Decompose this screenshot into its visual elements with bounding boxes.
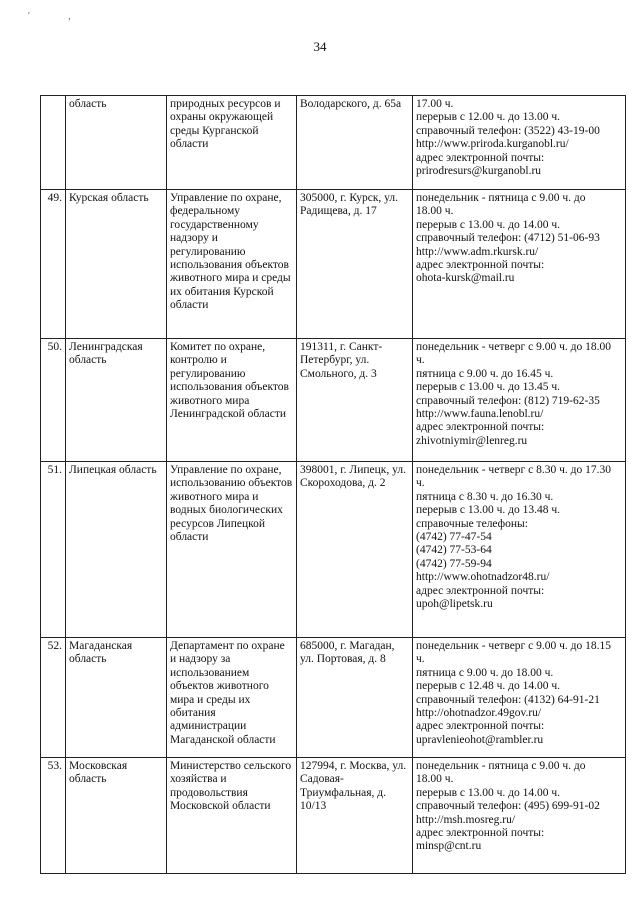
agency-address: 685000, г. Магадан, ул. Портовая, д. 8 [297, 638, 413, 758]
row-number: 50. [41, 339, 66, 462]
contact-line: (4742) 77-47-54 [416, 531, 492, 544]
page-number: 34 [313, 39, 327, 54]
table-row [41, 96, 626, 190]
contact-line: 18.00 ч. [416, 205, 454, 218]
contact-line: справочный телефон: (4132) 64-91-21 [416, 693, 600, 706]
agency-name: Управление по охране, федеральному государственному надзору и регулированию использования объектов животного мира и среды их обитания Курской области [167, 190, 297, 339]
agency-name: Управление по охране, использованию объектов животного мира и водных биологических ресурсов Липецкой области [167, 462, 297, 638]
agency-contacts [413, 339, 626, 462]
website-link[interactable]: http://ohotnadzor.49gov.ru/ [416, 707, 542, 720]
email-address[interactable]: ohota-kursk@mail.ru [416, 272, 515, 285]
email-address[interactable]: zhivotniymir@lenreg.ru [416, 434, 528, 447]
agency-address: 398001, г. Липецк, ул. Скороходова, д. 2 [297, 462, 413, 638]
agency-address: Володарского, д. 65а [297, 96, 413, 190]
region-name: область [66, 96, 167, 190]
contact-line: перерыв с 13.00 ч. до 13.45 ч. [416, 381, 561, 394]
agency-address: 191311, г. Санкт-Петербург, ул. Смольного, д. 3 [297, 339, 413, 462]
contact-line: справочный телефон: (812) 719-62-35 [416, 394, 600, 407]
contact-line: перерыв с 13.00 ч. до 13.48 ч. [416, 504, 561, 517]
agency-name: Комитет по охране, контролю и регулированию использования объектов животного мира Ленинградской области [167, 339, 297, 462]
row-number: 49. [41, 190, 66, 339]
email-address[interactable]: minsp@cnt.ru [416, 840, 482, 853]
contact-line: понедельник - пятница с 9.00 ч. до [416, 760, 586, 772]
agency-contacts [413, 758, 626, 874]
row-number [41, 96, 66, 190]
agency-contacts [413, 190, 626, 339]
contact-line: адрес электронной почты: [416, 259, 545, 272]
contact-line: перерыв с 12.48 ч. до 14.00 ч. [416, 680, 561, 693]
agency-contacts [413, 638, 626, 758]
agencies-table-body [41, 96, 626, 874]
contact-line: пятница с 9.00 ч. до 18.00 ч. [416, 666, 554, 679]
agency-address: 305000, г. Курск, ул. Радищева, д. 17 [297, 190, 413, 339]
row-number: 53. [41, 758, 66, 874]
table-row [41, 638, 626, 758]
website-link[interactable]: http://www.adm.rkursk.ru/ [416, 245, 539, 258]
contact-line: справочный телефон: (3522) 43-19-00 [416, 124, 600, 137]
agency-name: Министерство сельского хозяйства и продовольствия Московской области [167, 758, 297, 874]
table-row [41, 190, 626, 339]
website-link[interactable]: http://www.fauna.lenobl.ru/ [416, 408, 544, 421]
agency-name: природных ресурсов и охраны окружающей среды Курганской области [167, 96, 297, 190]
contact-line: справочный телефон: (4712) 51-06-93 [416, 232, 600, 245]
region-name: Магаданская область [66, 638, 167, 758]
email-address[interactable]: prirodresurs@kurganobl.ru [416, 165, 542, 178]
contact-line: перерыв с 13.00 ч. до 14.00 ч. [416, 786, 561, 799]
agency-address: 127994, г. Москва, ул. Садовая-Триумфальная, д. 10/13 [297, 758, 413, 874]
contact-line: пятница с 8.30 ч. до 16.30 ч. [416, 490, 554, 503]
agencies-table [40, 95, 626, 874]
website-link[interactable]: http://www.ohotnadzor48.ru/ [416, 571, 550, 584]
region-name: Ленинградская область [66, 339, 167, 462]
email-address[interactable]: upoh@lipetsk.ru [416, 598, 493, 611]
contact-line: адрес электронной почты: [416, 151, 545, 164]
contact-line: (4742) 77-53-64 [416, 544, 492, 557]
row-number: 51. [41, 462, 66, 638]
contact-line: ч. [416, 477, 425, 490]
email-address[interactable]: upravlenieohot@rambler.ru [416, 733, 544, 746]
contact-line: адрес электронной почты: [416, 421, 545, 434]
contact-line: справочные телефоны: [416, 517, 528, 530]
table-row [41, 758, 626, 874]
contact-line: 18.00 ч. [416, 773, 454, 786]
contact-line: ч. [416, 354, 425, 367]
contact-line: 17.00 ч. [416, 98, 454, 110]
contact-line: адрес электронной почты: [416, 827, 545, 840]
table-row [41, 462, 626, 638]
contact-line: перерыв с 12.00 ч. до 13.00 ч. [416, 111, 561, 124]
agency-contacts [413, 96, 626, 190]
region-name: Курская область [66, 190, 167, 339]
agency-name: Департамент по охране и надзору за использованием объектов животного мира и среды их обитания администрации Магаданской области [167, 638, 297, 758]
contact-line: понедельник - четверг с 9.00 ч. до 18.00 [416, 341, 612, 353]
contact-line: справочный телефон: (495) 699-91-02 [416, 800, 600, 813]
region-name: Московская область [66, 758, 167, 874]
contact-line: понедельник - четверг с 8.30 ч. до 17.30 [416, 464, 612, 476]
scan-corner-marks: ' , [28, 11, 89, 22]
website-link[interactable]: http://msh.mosreg.ru/ [416, 813, 516, 826]
contact-line: ч. [416, 653, 425, 666]
contact-line: адрес электронной почты: [416, 584, 545, 597]
agency-contacts [413, 462, 626, 638]
contact-line: адрес электронной почты: [416, 720, 545, 733]
contact-line: понедельник - пятница с 9.00 ч. до [416, 192, 586, 204]
contact-line: понедельник - четверг с 9.00 ч. до 18.15 [416, 640, 612, 652]
website-link[interactable]: http://www.priroda.kurganobl.ru/ [416, 138, 569, 151]
region-name: Липецкая область [66, 462, 167, 638]
table-row [41, 339, 626, 462]
contact-line: перерыв с 13.00 ч. до 14.00 ч. [416, 218, 561, 231]
row-number: 52. [41, 638, 66, 758]
contact-line: пятница с 9.00 ч. до 16.45 ч. [416, 367, 554, 380]
contact-line: (4742) 77-59-94 [416, 557, 492, 570]
